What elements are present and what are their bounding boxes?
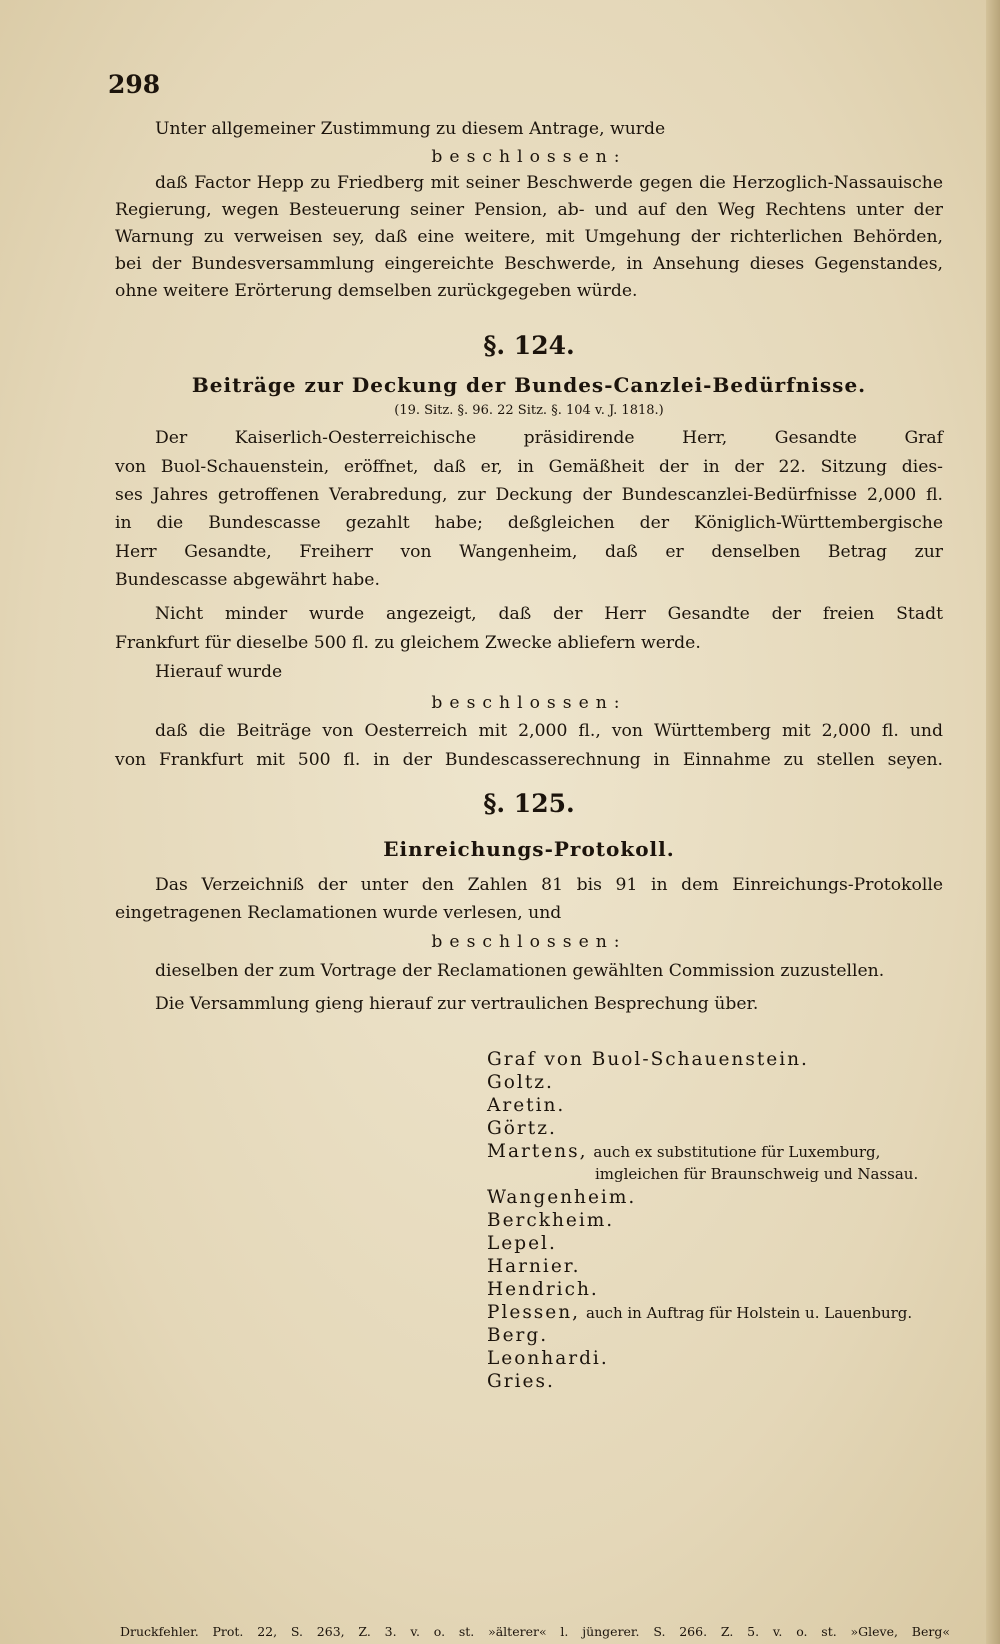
paragraph-line: Der Kaiserlich-Oesterreichische präsidirende Herr, Gesandte Graf: [155, 428, 943, 448]
section-number-124: §. 124.: [483, 331, 575, 360]
section-citation-124: (19. Sitz. §. 96. 22 Sitz. §. 104 v. J. 1818.): [394, 403, 664, 418]
resolution-line: ohne weitere Erörterung demselben zurückgegeben würde.: [115, 281, 638, 301]
signature-line: Leonhardi.: [487, 1348, 609, 1369]
signature-line: Berckheim.: [487, 1210, 615, 1231]
signature-line: Gries.: [487, 1371, 555, 1392]
intro-line: Unter allgemeiner Zustimmung zu diesem Antrage, wurde: [155, 119, 666, 139]
resolution-line: daß Factor Hepp zu Friedberg mit seiner Beschwerde gegen die Herzoglich-Nassauische: [155, 173, 943, 193]
paragraph-line: Bundescasse abgewährt habe.: [115, 570, 380, 590]
section-title-124: Beiträge zur Deckung der Bundes-Canzlei-Bedürfnisse.: [191, 373, 867, 397]
paragraph-line: in die Bundescasse gezahlt habe; deßgleichen der Königlich-Württembergische: [115, 513, 943, 533]
resolution-line: bei der Bundesversammlung eingereichte Beschwerde, in Ansehung dieses Gegenstandes,: [115, 254, 943, 274]
resolution-line: Regierung, wegen Besteuerung seiner Pension, ab- und auf den Weg Rechtens unter der: [115, 200, 943, 220]
paragraph-line: Nicht minder wurde angezeigt, daß der Herr Gesandte der freien Stadt: [155, 604, 943, 624]
beschlossen-heading: beschlossen:: [431, 693, 627, 713]
signature-line: Martens, auch ex substitutione für Luxemburg,: [487, 1141, 881, 1162]
resolution-line: Warnung zu verweisen sey, daß eine weitere, mit Umgehung der richterlichen Behörden,: [115, 227, 943, 247]
result-line: dieselben der zum Vortrage der Reclamationen gewählten Commission zuzustellen.: [155, 961, 885, 981]
signature-note: imgleichen für Braunschweig und Nassau.: [595, 1165, 919, 1183]
signature-line: Hendrich.: [487, 1279, 599, 1300]
signature-line: Berg.: [487, 1325, 549, 1346]
paragraph-line: Herr Gesandte, Freiherr von Wangenheim, daß er denselben Betrag zur: [115, 542, 943, 562]
errata-footer: Druckfehler. Prot. 22, S. 263, Z. 3. v. o. st. »älterer« l. jüngerer. S. 266. Z. 5. v. o. st. »Gleve, Berg«: [120, 1624, 950, 1639]
result-line: von Frankfurt mit 500 fl. in der Bundescasserechnung in Einnahme zu stellen seyen.: [115, 750, 943, 770]
hierauf-line: Hierauf wurde: [155, 662, 283, 682]
page-number: 298: [108, 70, 161, 99]
paragraph-line: ses Jahres getroffenen Verabredung, zur Deckung der Bundescanzlei-Bedürfnisse 2,000 fl.: [115, 485, 943, 505]
signature-line: Graf von Buol-Schauenstein.: [487, 1049, 809, 1070]
paragraph-line: Das Verzeichniß der unter den Zahlen 81 bis 91 in dem Einreichungs-Protokolle: [155, 875, 943, 895]
result-line: daß die Beiträge von Oesterreich mit 2,000 fl., von Württemberg mit 2,000 fl. und: [155, 721, 943, 741]
closing-line: Die Versammlung gieng hierauf zur vertraulichen Besprechung über.: [155, 994, 759, 1014]
page-edge: [986, 0, 1000, 1644]
paragraph-line: Frankfurt für dieselbe 500 fl. zu gleichem Zwecke abliefern werde.: [115, 633, 701, 653]
paragraph-line: von Buol-Schauenstein, eröffnet, daß er, in Gemäßheit der in der 22. Sitzung dies-: [115, 457, 943, 477]
beschlossen-heading: beschlossen:: [431, 932, 627, 952]
section-title-125: Einreichungs-Protokoll.: [383, 837, 675, 861]
signature-line: Plessen, auch in Auftrag für Holstein u. Lauenburg.: [487, 1302, 913, 1323]
signature-line: Goltz.: [487, 1072, 554, 1093]
signature-line: Lepel.: [487, 1233, 557, 1254]
signature-line: Harnier.: [487, 1256, 581, 1277]
signature-line: Aretin.: [487, 1095, 566, 1116]
paragraph-line: eingetragenen Reclamationen wurde verlesen, und: [115, 903, 562, 923]
beschlossen-heading: beschlossen:: [431, 147, 627, 167]
signature-line: Wangenheim.: [487, 1187, 637, 1208]
signature-line: Görtz.: [487, 1118, 557, 1139]
section-number-125: §. 125.: [483, 789, 575, 818]
